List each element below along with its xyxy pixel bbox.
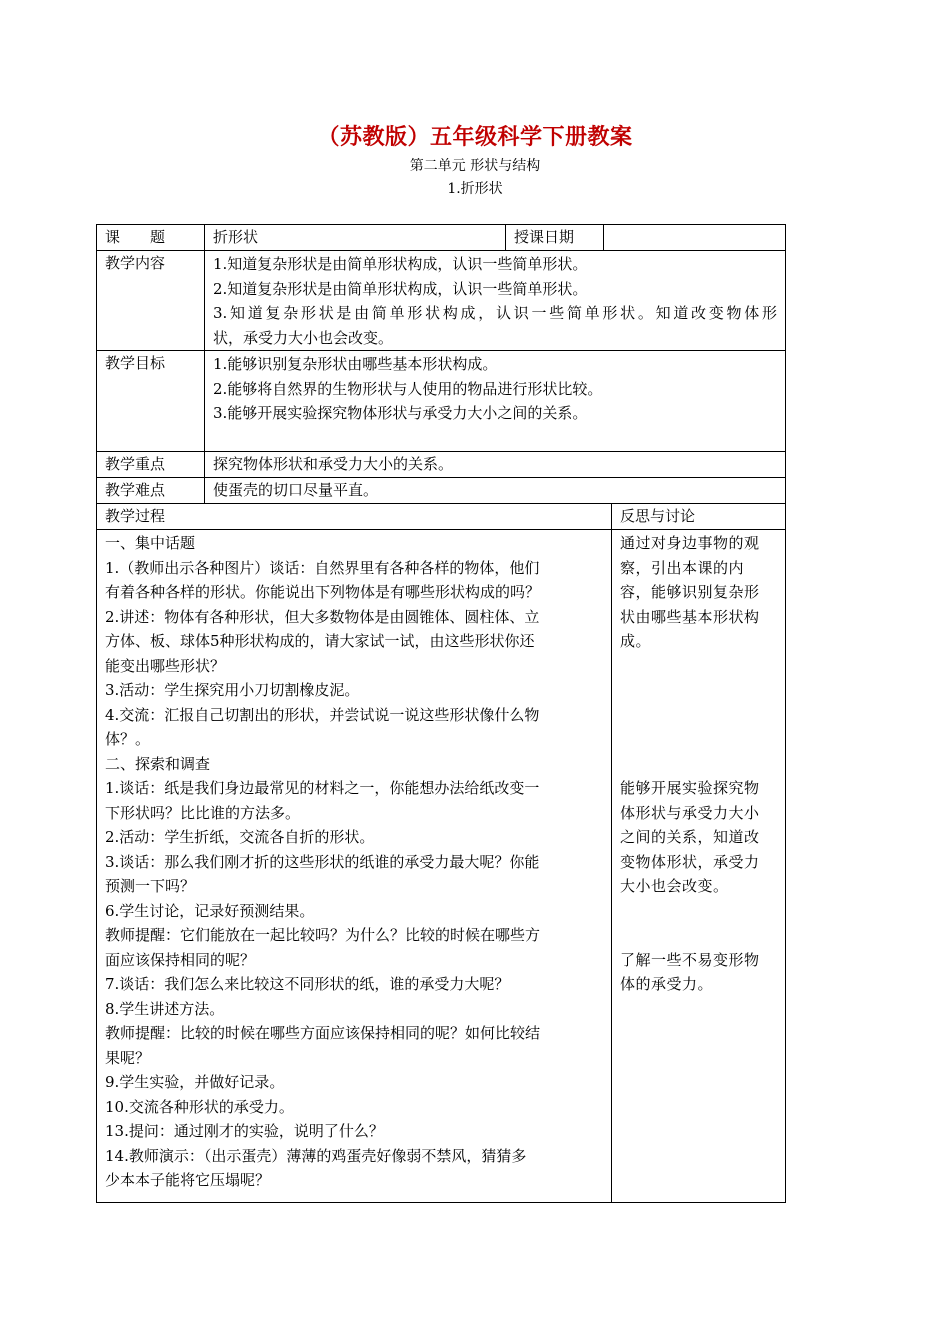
unit-subtitle: 第二单元 形状与结构 [409, 158, 541, 174]
difficulty-row [97, 478, 786, 504]
key-value: 探究物体形状和承受力大小的关系。 [205, 452, 786, 478]
process-line: 6.学生讨论，记录好预测结果。 [105, 901, 315, 920]
reflection-cell [612, 530, 786, 1203]
reflection-line: 大小也会改变。 [620, 877, 729, 895]
process-line: 能变出哪些形状？ [105, 656, 226, 675]
goal-line: 1.能够识别复杂形状由哪些基本形状构成。 [213, 355, 498, 373]
process-line: 2.讲述：物体有各种形状，但大多数物体是由圆锥体、圆柱体、立 [105, 607, 540, 626]
key-row [97, 452, 786, 478]
goal-label: 教学目标 [97, 351, 205, 452]
process-line: 7.谈话：我们怎么来比较这不同形状的纸，谁的承受力大呢？ [105, 975, 510, 993]
process-header: 教学过程 [97, 504, 612, 530]
reflection-gap [620, 727, 777, 752]
process-line: 14.教师演示：（出示蛋壳）薄薄的鸡蛋壳好像弱不禁风，猜猜多 [105, 1146, 527, 1165]
reflection-line: 了解一些不易变形物 [620, 950, 760, 969]
process-line: 13.提问：通过刚才的实验，说明了什么？ [105, 1122, 384, 1140]
process-line: 面应该保持相同的呢？ [105, 950, 256, 969]
process-row [97, 530, 786, 1203]
date-label: 授课日期 [506, 225, 604, 251]
content-cell [205, 251, 786, 351]
goal-cell [205, 351, 786, 452]
reflection-line: 成。 [620, 632, 652, 650]
process-line: 教师提醒：它们能放在一起比较吗？为什么？比较的时候在哪些方 [105, 926, 541, 944]
date-value [604, 225, 786, 251]
process-line: 二、探索和调查 [105, 754, 211, 773]
content-line: 2.知道复杂形状是由简单形状构成，认识一些简单形状。 [213, 279, 588, 298]
process-line: 4.交流：汇报自己切割出的形状，并尝试说一说这些形状像什么物 [105, 705, 540, 724]
reflection-line: 容，能够识别复杂形 [620, 583, 760, 601]
process-line: 10.交流各种形状的承受力。 [105, 1097, 294, 1116]
lesson-plan-table [96, 224, 786, 1203]
process-line: 有着各种各样的形状。你能说出下列物体是有哪些形状构成的吗？ [105, 583, 541, 601]
difficulty-label: 教学难点 [97, 478, 205, 504]
reflection-gap [620, 899, 777, 924]
reflection-line: 变物体形状，承受力 [620, 852, 760, 871]
reflection-gap [620, 752, 777, 777]
reflection-line: 能够开展实验探究物 [620, 779, 760, 797]
key-label: 教学重点 [97, 452, 205, 478]
reflection-line: 之间的关系，知道改 [620, 828, 760, 846]
content-line: 状，承受力大小也会改变。 [213, 328, 394, 347]
process-line: 8.学生讲述方法。 [105, 999, 225, 1018]
process-line: 一、集中话题 [105, 534, 196, 552]
process-line: 3.活动：学生探究用小刀切割橡皮泥。 [105, 681, 360, 699]
content-row [97, 251, 786, 351]
reflection-line: 体的承受力。 [620, 975, 714, 993]
difficulty-value: 使蛋壳的切口尽量平直。 [205, 478, 786, 504]
topic-row [97, 225, 786, 251]
reflection-line: 状由哪些基本形状构 [620, 607, 760, 626]
process-line: 预测一下吗？ [105, 877, 196, 895]
goal-line: 3.能够开展实验探究物体形状与承受力大小之间的关系。 [213, 404, 588, 422]
process-line: 3.谈话：那么我们刚才折的这些形状的纸谁的承受力最大呢？你能 [105, 852, 540, 871]
process-cell [97, 530, 612, 1203]
process-header-row [97, 504, 786, 530]
document-title: （苏教版）五年级科学下册教案 [317, 124, 633, 150]
lesson-subtitle: 1.折形状 [447, 181, 503, 197]
process-line: 1.谈话：纸是我们身边最常见的材料之一，你能想办法给纸改变一 [105, 779, 540, 797]
reflection-line: 通过对身边事物的观 [620, 534, 760, 552]
goal-row [97, 351, 786, 452]
reflection-gap [620, 923, 777, 948]
process-line: 9.学生实验，并做好记录。 [105, 1073, 285, 1091]
reflection-gap [620, 703, 777, 728]
process-line: 下形状吗？比比谁的方法多。 [105, 803, 301, 822]
process-line: 少本本子能将它压塌呢？ [105, 1171, 271, 1189]
reflection-line: 察，引出本课的内 [620, 558, 745, 577]
content-line: 3.知道复杂形状是由简单形状构成，认识一些简单形状。知道改变物体形 [213, 304, 777, 322]
reflection-header: 反思与讨论 [612, 504, 786, 530]
reflection-gap [620, 654, 777, 679]
content-label: 教学内容 [97, 251, 205, 351]
process-line: 方体、板、球体5种形状构成的，请大家试一试，由这些形状你还 [105, 632, 535, 650]
goal-line: 2.能够将自然界的生物形状与人使用的物品进行形状比较。 [213, 379, 603, 398]
process-line: 2.活动：学生折纸，交流各自折的形状。 [105, 828, 375, 846]
content-line: 1.知道复杂形状是由简单形状构成，认识一些简单形状。 [213, 255, 588, 273]
process-line: 1.（教师出示各种图片）谈话：自然界里有各种各样的物体，他们 [105, 558, 540, 577]
topic-value: 折形状 [205, 225, 506, 251]
reflection-gap [620, 678, 777, 703]
reflection-line: 体形状与承受力大小 [620, 803, 760, 822]
process-line: 教师提醒：比较的时候在哪些方面应该保持相同的呢？如何比较结 [105, 1024, 541, 1042]
topic-label: 课 题 [97, 225, 205, 251]
process-line: 体？。 [105, 730, 151, 748]
process-line: 果呢？ [105, 1048, 151, 1067]
